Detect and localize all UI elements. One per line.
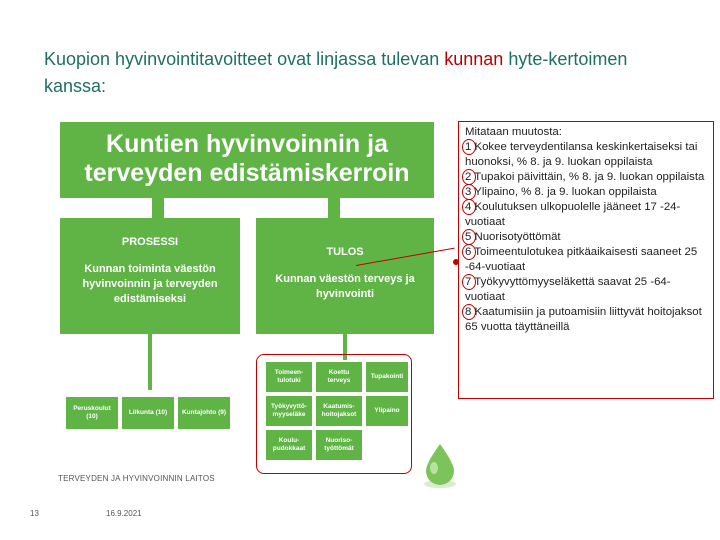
measure-item: 3 Ylipaino, % 8. ja 9. luokan oppilaista bbox=[465, 185, 707, 200]
result-body: Kunnan väestön terveys ja hyvinvointi bbox=[275, 273, 415, 300]
title-part1: Kuopion hyvinvointitavoitteet ovat linjassa tulevan bbox=[44, 49, 445, 69]
measures-heading: Mitataan muutosta: bbox=[465, 126, 562, 138]
marker-circle bbox=[462, 304, 476, 320]
title-highlight: kunnan bbox=[444, 49, 504, 69]
green-drop-icon bbox=[420, 440, 460, 490]
process-item: Liikunta (10) bbox=[122, 397, 174, 429]
connector-process bbox=[152, 198, 164, 218]
page-number: 13 bbox=[30, 509, 39, 518]
measure-item: 4 Koulutuksen ulkopuolelle jääneet 17 -24-vuotiaat bbox=[465, 200, 707, 230]
marker-circle bbox=[462, 274, 476, 290]
result-card bbox=[256, 218, 434, 334]
process-body: Kunnan toiminta väestön hyvinvoinnin ja terveyden edistämiseksi bbox=[82, 263, 218, 305]
process-card bbox=[60, 218, 240, 334]
result-item: Ylipaino bbox=[366, 396, 408, 426]
marker-circle bbox=[462, 229, 476, 245]
measures-box bbox=[458, 121, 714, 399]
result-item: Nuoriso-työttömät bbox=[316, 430, 362, 460]
result-item: Työkyvyttö-myyseläke bbox=[266, 396, 312, 426]
marker-circle bbox=[462, 199, 476, 215]
result-item: Toimeen-tulotuki bbox=[266, 362, 312, 392]
measure-item: 2 Tupakoi päivittäin, % 8. ja 9. luokan oppilaista bbox=[465, 170, 707, 185]
marker-circle bbox=[462, 139, 476, 155]
process-heading: PROSESSI bbox=[121, 236, 179, 248]
slide-title bbox=[44, 46, 684, 100]
marker-circle bbox=[462, 169, 476, 185]
org-logo-text: TERVEYDEN JA HYVINVOINNIN LAITOS bbox=[58, 474, 215, 483]
result-heading: TULOS bbox=[326, 246, 364, 258]
result-item: Koettu terveys bbox=[316, 362, 362, 392]
result-item: Koulu-pudokkaat bbox=[266, 430, 312, 460]
hyte-diagram bbox=[60, 122, 434, 482]
connector-process-down bbox=[148, 334, 152, 390]
result-item: Tupakointi bbox=[366, 362, 408, 392]
measure-item: 6 Toimeentulotukea pitkäaikaisesti saaneet 25 -64-vuotiaat bbox=[465, 245, 707, 275]
connector-result bbox=[328, 198, 340, 218]
measure-item: 1 Kokee terveydentilansa keskinkertaiseksi tai huonoksi, % 8. ja 9. luokan oppilaista bbox=[465, 140, 707, 170]
marker-circle bbox=[462, 244, 476, 260]
measure-item: 5 Nuorisotyöttömät bbox=[465, 230, 707, 245]
measure-item: 7 Työkyvyttömyyseläkettä saavat 25 -64-vuotiaat bbox=[465, 275, 707, 305]
marker-circle bbox=[462, 184, 476, 200]
process-item: Kuntajohto (9) bbox=[178, 397, 230, 429]
process-item: Peruskoulut (10) bbox=[66, 397, 118, 429]
slide-date: 16.9.2021 bbox=[106, 509, 142, 518]
title-part2: hyte-kertoimen kanssa: bbox=[44, 49, 628, 96]
measure-item: 8 Kaatumisiin ja putoamisiin liittyvät hoitojaksot 65 vuotta täyttäneillä bbox=[465, 305, 707, 335]
result-item: Kaatumis-hoitojaksot bbox=[316, 396, 362, 426]
diagram-banner: Kuntien hyvinvoinnin ja terveyden edistämiskerroin bbox=[60, 122, 434, 198]
